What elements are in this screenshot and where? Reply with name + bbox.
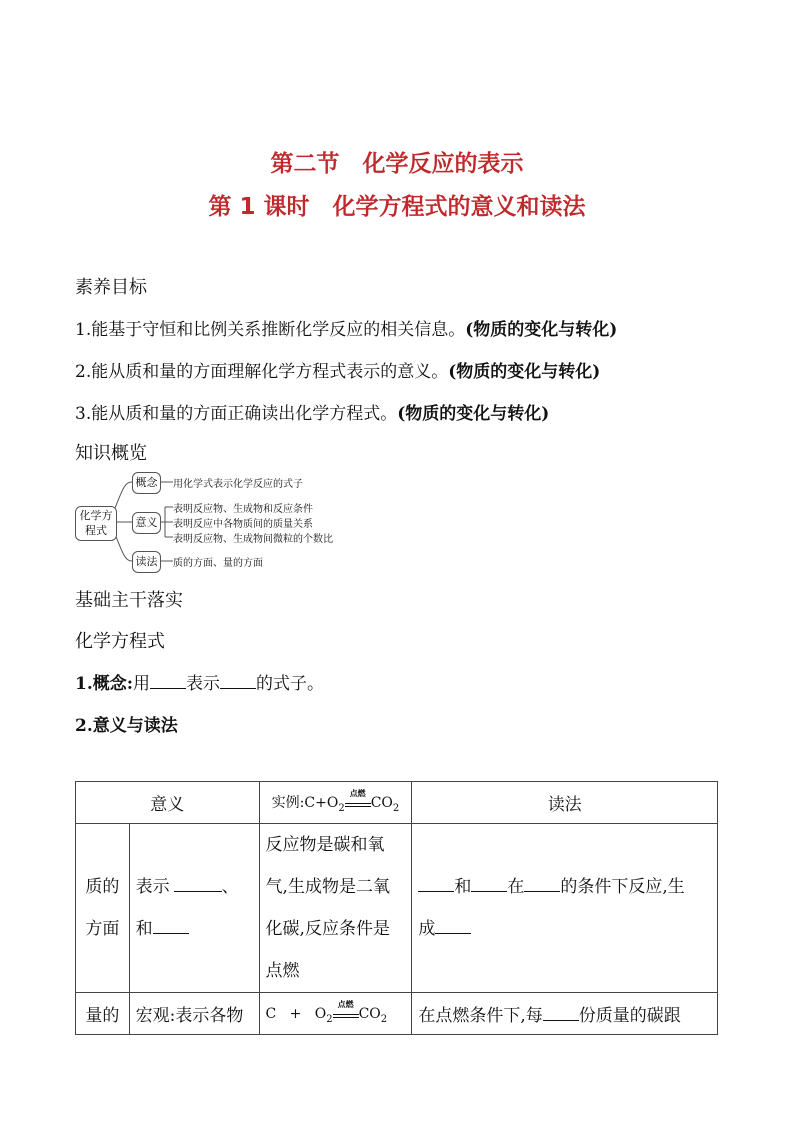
section-title: 第二节 化学反应的表示 xyxy=(270,151,524,177)
answer-blank[interactable] xyxy=(418,875,454,892)
header-reading: 读法 xyxy=(412,782,718,824)
goal-text: 1.能基于守恒和比例关系推断化学反应的相关信息。 xyxy=(75,320,466,340)
meaning-heading: 2.意义与读法 xyxy=(75,716,178,736)
meaning-reading-table xyxy=(75,781,718,1035)
goal-item-1 xyxy=(75,315,617,340)
goal-tag: (物质的变化与转化) xyxy=(465,320,618,340)
row-example: 反应物是碳和氧 气,生成物是二氧 化碳,反应条件是 点燃 xyxy=(259,824,412,993)
goal-tag: (物质的变化与转化) xyxy=(397,404,550,424)
basics-subheading: 化学方程式 xyxy=(75,631,165,652)
goal-text: 3.能从质和量的方面正确读出化学方程式。 xyxy=(75,404,398,424)
goal-item-2 xyxy=(75,357,600,382)
concept-line: 1.概念:用 表示 的式子。 xyxy=(75,674,325,694)
answer-blank[interactable] xyxy=(150,672,186,689)
row-meaning: 表示 、 和 xyxy=(129,824,259,993)
row-reading: 在点燃条件下,每 份质量的碳跟 xyxy=(412,993,718,1035)
row-aspect: 量的 xyxy=(76,993,130,1035)
mind-map-note: 表明反应中各物质间的质量关系 xyxy=(173,519,313,530)
header-meaning: 意义 xyxy=(76,782,260,824)
mind-map-note: 表明反应物、生成物间微粒的个数比 xyxy=(173,534,333,545)
goal-item-3 xyxy=(75,399,549,424)
row-example: C + $O_2$ 点燃 $CO_2$ xyxy=(259,993,412,1035)
mind-map-branch-concept: 概念 xyxy=(132,472,161,494)
basics-heading: 基础主干落实 xyxy=(75,590,183,611)
answer-blank[interactable] xyxy=(153,917,189,934)
mind-map-branch-meaning: 意义 xyxy=(132,512,161,534)
reaction-condition: 点燃 xyxy=(333,1007,359,1021)
concept-label: 1.概念: xyxy=(75,674,134,694)
table-row xyxy=(76,993,718,1035)
answer-blank[interactable] xyxy=(524,875,560,892)
header-example: 实例$:C+O_2$ 点燃 $CO_2$ xyxy=(259,782,412,824)
overview-heading: 知识概览 xyxy=(75,443,147,464)
reaction-condition: 点燃 xyxy=(345,796,371,810)
answer-blank[interactable] xyxy=(220,672,256,689)
mind-map-note: 表明反应物、生成物和反应条件 xyxy=(173,504,313,515)
lesson-title: 第 1 课时 化学方程式的意义和读法 xyxy=(208,194,586,220)
row-reading: 和 在 的条件下反应,生 成 xyxy=(412,824,718,993)
row-aspect: 质的 方面 xyxy=(76,824,130,993)
row-meaning: 宏观:表示各物 xyxy=(129,993,259,1035)
mind-map-note: 质的方面、量的方面 xyxy=(173,558,263,569)
mind-map-root: 化学方程式 xyxy=(75,506,117,541)
answer-blank[interactable] xyxy=(543,1004,579,1021)
answer-blank[interactable] xyxy=(174,875,222,892)
answer-blank[interactable] xyxy=(435,917,471,934)
goal-tag: (物质的变化与转化) xyxy=(448,362,601,382)
goal-text: 2.能从质和量的方面理解化学方程式表示的意义。 xyxy=(75,362,449,382)
mind-map xyxy=(75,470,375,575)
table-row xyxy=(76,824,718,993)
mind-map-branch-reading: 读法 xyxy=(132,551,161,573)
mind-map-note: 用化学式表示化学反应的式子 xyxy=(173,479,303,490)
table-header-row xyxy=(76,782,718,824)
answer-blank[interactable] xyxy=(471,875,507,892)
goals-heading: 素养目标 xyxy=(75,277,147,298)
